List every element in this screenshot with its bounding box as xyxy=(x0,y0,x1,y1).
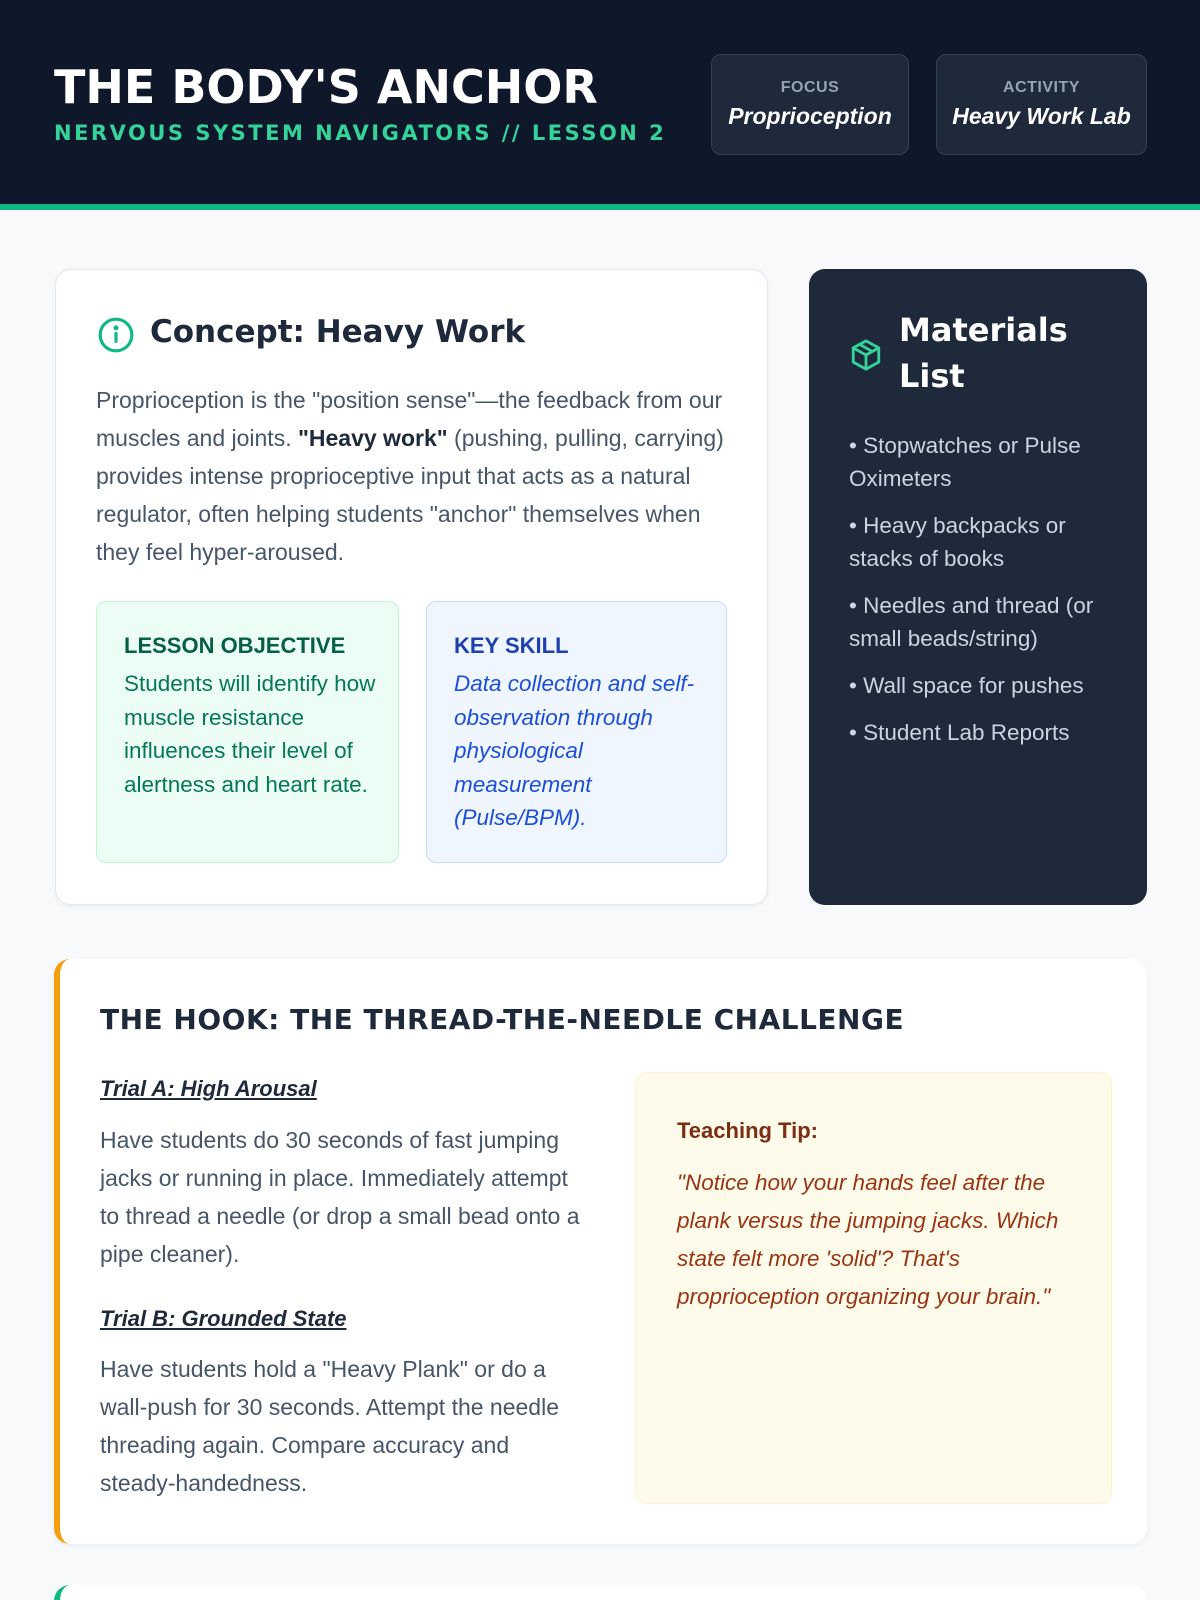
trial-b-text: Have students hold a "Heavy Plank" or do a wall-push for 30 seconds. Attempt the needle threading again. Compare accuracy and steady-handedness. xyxy=(100,1356,560,1496)
next-section-card xyxy=(54,1585,1147,1600)
concept-title: Concept: Heavy Work xyxy=(150,314,526,350)
lesson-objective-box xyxy=(96,601,399,863)
key-skill-box xyxy=(426,601,727,863)
tip-heading: Teaching Tip: xyxy=(677,1118,818,1143)
focus-badge-value: Proprioception xyxy=(728,103,892,129)
concept-text-end: (pushing, pulling, carrying) provides intense proprioceptive input that acts as a natural regulator, often helping students "anchor" themselves when they feel hyper-aroused. xyxy=(96,425,724,565)
activity-badge-label: ACTIVITY xyxy=(1003,79,1080,96)
objective-heading: LESSON OBJECTIVE xyxy=(124,633,346,658)
concept-text-start: Proprioception is the "position sense"—the feedback from our muscles and joints. xyxy=(96,387,723,451)
list-item: • Wall space for pushes xyxy=(849,673,1084,698)
concept-text-bold: "Heavy work" xyxy=(297,425,448,451)
materials-list xyxy=(849,429,1124,763)
list-item: • Heavy backpacks or stacks of books xyxy=(849,513,1066,571)
activity-badge-value: Heavy Work Lab xyxy=(952,103,1131,129)
hook-card xyxy=(54,959,1147,1544)
package-icon xyxy=(849,338,883,372)
page-title: THE BODY'S ANCHOR xyxy=(54,60,598,114)
lesson-header xyxy=(0,0,1200,210)
objective-text: Students will identify how muscle resistance influences their level of alertness and heart rate. xyxy=(124,671,376,797)
info-circle-icon xyxy=(97,316,135,354)
materials-title: Materials List xyxy=(899,311,1068,395)
skill-heading: KEY SKILL xyxy=(454,633,569,658)
list-item: • Needles and thread (or small beads/string) xyxy=(849,593,1094,651)
list-item: • Student Lab Reports xyxy=(849,720,1070,745)
trial-a-heading: Trial A: High Arousal xyxy=(100,1076,317,1101)
concept-card xyxy=(55,269,768,905)
focus-badge-label: FOCUS xyxy=(780,79,840,96)
trial-a-text: Have students do 30 seconds of fast jumping jacks or running in place. Immediately attempt to thread a needle (or drop a small bead onto a pipe cleaner). xyxy=(100,1127,580,1267)
concept-description xyxy=(96,381,736,571)
trial-b-heading: Trial B: Grounded State xyxy=(100,1306,347,1331)
focus-badge xyxy=(711,54,909,155)
hook-title: THE HOOK: THE THREAD-THE-NEEDLE CHALLENGE xyxy=(100,1003,905,1036)
teaching-tip-box xyxy=(635,1072,1112,1504)
list-item: • Stopwatches or Pulse Oximeters xyxy=(849,433,1081,491)
page-subtitle: NERVOUS SYSTEM NAVIGATORS // LESSON 2 xyxy=(54,121,667,145)
materials-card xyxy=(809,269,1147,905)
activity-badge xyxy=(936,54,1147,155)
tip-text: "Notice how your hands feel after the plank versus the jumping jacks. Which state felt more 'solid'? That's proprioception organizing your brain." xyxy=(677,1170,1059,1309)
skill-text: Data collection and self-observation through physiological measurement (Pulse/BPM). xyxy=(454,671,695,830)
